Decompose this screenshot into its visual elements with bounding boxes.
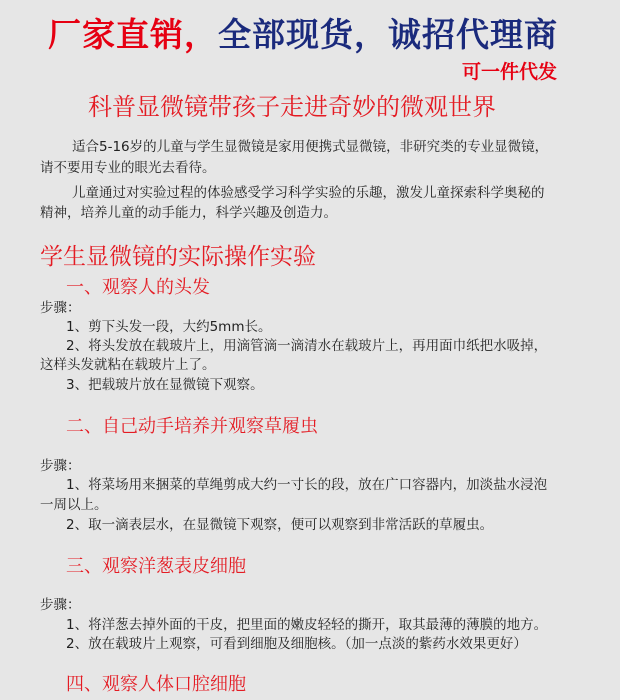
- steps-label: 步骤：: [40, 458, 81, 474]
- step-line: 2、将头发放在载玻片上，用滴管滴一滴清水在载玻片上，再用面巾纸把水吸掉，: [66, 338, 548, 354]
- step-line: 2、取一滴表层水，在显微镜下观察，便可以观察到非常活跃的草履虫。: [66, 517, 494, 533]
- step-line: 1、将洋葱去掉外面的干皮，把里面的嫩皮轻轻的撕开，取其最薄的薄膜的地方。: [66, 617, 548, 633]
- experiment-title: 四、观察人体口腔细胞: [66, 674, 246, 695]
- step-line: 这样头发就粘在载玻片上了。: [40, 357, 216, 373]
- intro-line: 适合5-16岁的儿童与学生显微镜是家用便携式显微镜，非研究类的专业显微镜，: [72, 139, 549, 155]
- step-line: 1、剪下头发一段，大约5mm长。: [66, 319, 272, 335]
- steps-label: 步骤：: [40, 597, 81, 613]
- steps-label: 步骤：: [40, 300, 81, 316]
- step-line: 一周以上。: [40, 497, 108, 513]
- step-line: 1、将菜场用来捆菜的草绳剪成大约一寸长的段，放在广口容器内，加淡盐水浸泡: [66, 477, 548, 493]
- headline-blue: 全部现货，诚招代理商: [218, 15, 558, 54]
- experiment-title: 一、观察人的头发: [66, 277, 210, 298]
- step-line: 2、放在载玻片上观察，可看到细胞及细胞核。（加一点淡的紫药水效果更好）: [66, 636, 527, 652]
- step-line: 3、把载玻片放在显微镜下观察。: [66, 377, 264, 393]
- intro-line: 儿童通过对实验过程的体验感受学习科学实验的乐趣，激发儿童探索科学奥秘的: [72, 185, 545, 201]
- tagline: 可一件代发: [462, 61, 558, 83]
- section-title: 学生显微镜的实际操作实验: [40, 244, 316, 270]
- headline-red: 厂家直销，: [48, 15, 218, 54]
- intro-line: 精神，培养儿童的动手能力，科学兴趣及创造力。: [40, 205, 337, 221]
- experiment-title: 二、自己动手培养并观察草履虫: [66, 416, 318, 437]
- experiment-title: 三、观察洋葱表皮细胞: [66, 556, 246, 577]
- subtitle: 科普显微镜带孩子走进奇妙的微观世界: [88, 93, 496, 121]
- intro-line: 请不要用专业的眼光去看待。: [40, 160, 216, 176]
- headline: [48, 15, 558, 55]
